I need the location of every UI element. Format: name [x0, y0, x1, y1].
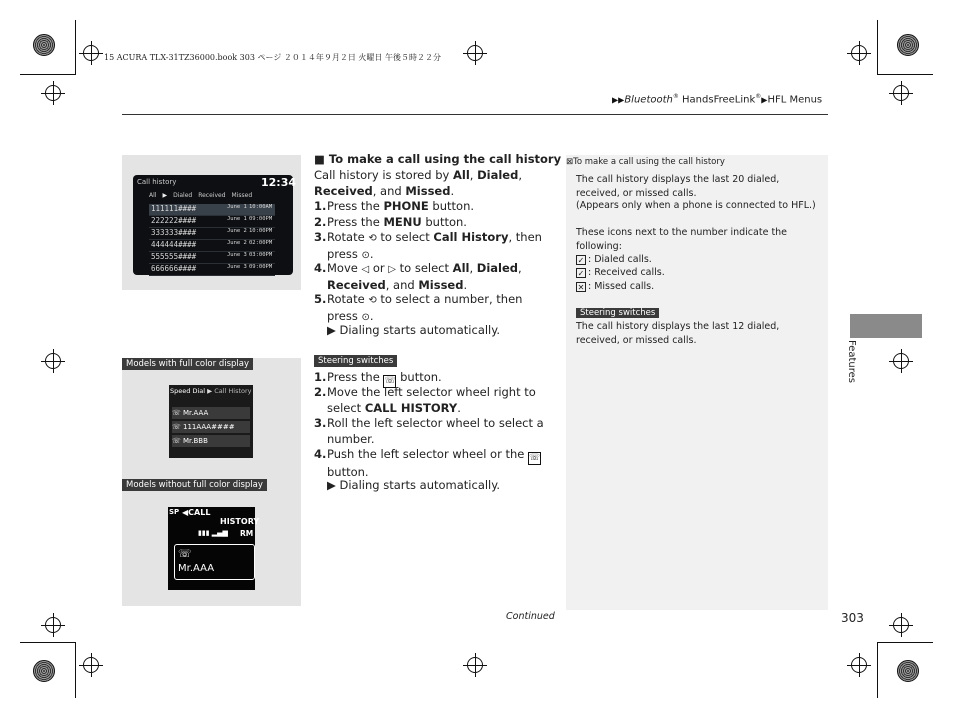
step-text: , and	[385, 277, 419, 292]
step-text: Roll the left selector wheel to select a number.	[327, 416, 544, 446]
step-number: 2.	[314, 385, 327, 399]
history-date: June 2	[227, 240, 247, 246]
sidebar-heading-text: To make a call using the call history	[573, 157, 725, 167]
registration-mark-icon	[83, 657, 99, 673]
history-row[interactable]	[149, 252, 275, 264]
intro-all: All	[452, 168, 470, 182]
step-text: .	[369, 246, 374, 261]
list-item-label: Mr.BBB	[182, 437, 208, 445]
missed-call-icon: ✕	[577, 283, 585, 292]
option-received: Received	[327, 277, 386, 292]
history-time: 03:00PM	[249, 252, 273, 258]
step-a1	[314, 199, 552, 215]
registration-disc-icon	[897, 660, 919, 682]
call-history-screen-figure	[122, 155, 301, 290]
sidebar-p3: These icons next to the number indicate the following:	[576, 227, 788, 252]
list-item[interactable]	[172, 421, 250, 433]
result-text: Dialing starts automatically.	[339, 323, 501, 337]
registration-disc-icon	[33, 34, 55, 56]
step-text: to select	[376, 230, 434, 244]
step-number: 2.	[314, 215, 327, 229]
intro-prefix: Call history is stored by	[314, 168, 453, 182]
history-time: 09:00PM	[249, 216, 273, 222]
dialed-call-icon: ✓	[577, 256, 585, 265]
intro-sep: ,	[518, 168, 522, 182]
full-color-label: Models with full color display	[122, 358, 253, 370]
step-text: Push the left selector wheel or the	[327, 447, 528, 461]
step-number: 3.	[314, 416, 327, 430]
sidebar-steering-label: Steering switches	[576, 308, 659, 318]
sidebar-notes	[566, 155, 828, 610]
step-text: Press the	[327, 215, 384, 229]
result-arrow-icon: ▶	[327, 323, 340, 337]
breadcrumb-bluetooth[interactable]: Bluetooth	[624, 94, 673, 106]
step-b-result	[327, 478, 565, 494]
call-history-caps-label: CALL HISTORY	[364, 400, 458, 415]
sidebar-heading	[566, 156, 725, 170]
intro-sep: , and	[372, 183, 406, 198]
crop-mark	[877, 20, 878, 75]
dialed-icon-legend	[576, 253, 652, 267]
history-number: 444444####	[151, 240, 197, 249]
history-number: 333333####	[151, 228, 197, 237]
call-history-title: Call history	[137, 178, 177, 186]
call-history-display	[133, 175, 297, 275]
step-text: .	[457, 400, 461, 415]
menu-button-label: MENU	[383, 215, 422, 229]
intro-end: .	[450, 183, 455, 198]
dialed-call-icon: ☏	[178, 547, 192, 560]
tab-arrow-icon: ▶	[207, 387, 215, 395]
step-text: Rotate	[327, 292, 369, 306]
tab-dialed[interactable]: Dialed	[173, 192, 193, 199]
history-date: June 1	[227, 216, 247, 222]
history-number: 111111####	[151, 204, 197, 213]
mono-name: Mr.AAA	[178, 563, 215, 574]
phone-pickup-icon: ☏	[384, 376, 396, 386]
option-missed: Missed	[418, 277, 464, 292]
heading-square-icon: ■	[314, 152, 329, 166]
tab-speed-dial[interactable]: Speed Dial	[170, 387, 206, 395]
breadcrumb-hfl[interactable]: HandsFreeLink	[678, 94, 756, 106]
list-item[interactable]	[172, 407, 250, 419]
history-number: 666666####	[151, 264, 197, 273]
phone-icon: ☏	[172, 409, 183, 417]
received-call-icon: ✓	[577, 269, 585, 278]
step-text: .	[369, 308, 374, 323]
step-b2	[314, 385, 552, 416]
breadcrumb	[612, 93, 822, 105]
legend-label: : Received calls.	[588, 267, 665, 278]
history-row[interactable]	[149, 228, 275, 240]
step-a5	[314, 292, 552, 325]
history-date: June 2	[227, 228, 247, 234]
step-text: ,	[518, 261, 522, 275]
crop-mark	[20, 74, 76, 75]
history-row[interactable]	[149, 216, 275, 228]
registration-mark-icon	[467, 45, 483, 61]
phone-icon: ☏	[172, 437, 183, 445]
crop-mark	[877, 642, 878, 698]
continued-label: Continued	[506, 611, 555, 622]
step-text: Move	[327, 261, 362, 275]
registration-mark-icon	[467, 657, 483, 673]
press-knob-icon: ⊙	[361, 311, 370, 323]
received-icon-legend	[576, 266, 665, 280]
history-date: June 1	[227, 204, 247, 210]
section-heading-text: To make a call using the call history	[328, 152, 562, 166]
step-number: 5.	[314, 292, 327, 306]
step-text: button.	[396, 370, 442, 384]
registration-mark-icon	[45, 353, 61, 369]
move-right-icon: ▷	[388, 264, 396, 275]
intro-received: Received	[314, 183, 373, 198]
section-tab	[850, 314, 922, 338]
back-arrow-icon: ◀	[182, 508, 189, 517]
step-text: Press the	[327, 199, 384, 213]
list-item-label: Mr.AAA	[182, 409, 209, 417]
mono-display-label: Models without full color display	[122, 479, 267, 491]
step-text: to select a number, then press	[327, 292, 523, 323]
list-item-label: 111AAA####	[182, 423, 235, 431]
print-line: 15 ACURA TLX-31TZ36000.book 303 ページ ２０１４年９月２日 火曜日 午後５時２２分	[104, 53, 441, 62]
crop-mark	[877, 74, 933, 75]
call-history-label: Call History	[433, 230, 509, 244]
history-time: 09:00PM	[249, 264, 273, 270]
step-b3	[314, 416, 552, 447]
registration-mark-icon	[45, 617, 61, 633]
sidebar-p2: (Appears only when a phone is connected to HFL.)	[576, 200, 816, 211]
registration-mark-icon	[45, 85, 61, 101]
step-text: Move the left selector wheel right to select	[327, 385, 536, 415]
tab-call-history[interactable]: Call History	[214, 387, 252, 395]
history-time: 02:00PM	[249, 240, 273, 246]
step-text: button.	[421, 215, 467, 229]
history-tabs	[149, 192, 289, 201]
history-row[interactable]	[149, 240, 275, 252]
registration-mark-icon	[893, 85, 909, 101]
registration-mark-icon	[893, 353, 909, 369]
full-color-display	[169, 385, 253, 458]
step-number: 3.	[314, 230, 327, 244]
mono-call	[182, 508, 210, 517]
crop-mark	[75, 20, 76, 75]
clock: 12:34	[261, 176, 297, 189]
phone-pickup-icon: ☏	[529, 453, 541, 463]
result-text: Dialing starts automatically.	[339, 478, 501, 492]
signal-battery-icon: ▮▮▮ ▂▄▆	[198, 529, 228, 537]
registered-mark: ®	[672, 93, 679, 100]
step-a3	[314, 230, 552, 263]
legend-label: : Missed calls.	[588, 281, 655, 292]
page-number: 303	[841, 611, 864, 625]
registered-mark: ®	[755, 93, 762, 100]
steering-switches-label: Steering switches	[314, 355, 397, 367]
side-tab-label: Features	[846, 340, 857, 383]
step-number: 4.	[314, 447, 327, 461]
step-text: , then press	[327, 230, 542, 261]
step-a-result	[327, 323, 565, 339]
tab-arrow-icon: ▶	[162, 192, 168, 199]
sidebar-p1: The call history displays the last 20 dialed, received, or missed calls.	[576, 174, 780, 199]
rotate-knob-icon: ⟲	[368, 295, 377, 306]
step-text: Rotate	[327, 230, 369, 244]
press-knob-icon: ⊙	[361, 249, 370, 261]
list-item[interactable]	[172, 435, 250, 447]
crop-mark	[75, 642, 76, 698]
legend-label: : Dialed calls.	[588, 254, 652, 265]
section-heading	[314, 152, 561, 168]
mono-sp: SP	[169, 508, 180, 516]
phone-icon: ☏	[172, 423, 183, 431]
intro-dialed: Dialed	[477, 168, 519, 182]
result-arrow-icon: ▶	[327, 478, 340, 492]
registration-disc-icon	[33, 660, 55, 682]
step-text: button.	[327, 465, 369, 479]
intro-sep: ,	[469, 168, 478, 182]
mono-selection-box[interactable]	[174, 544, 255, 580]
step-a2	[314, 215, 552, 231]
history-number: 222222####	[151, 216, 197, 225]
registration-mark-icon	[83, 45, 99, 61]
step-text: ,	[469, 261, 477, 275]
tab-missed[interactable]: Missed	[231, 192, 253, 199]
step-a4	[314, 261, 552, 293]
step-text: or	[369, 261, 389, 275]
history-row[interactable]	[149, 204, 275, 216]
steering-screens-figure	[122, 358, 301, 606]
option-dialed: Dialed	[476, 261, 519, 275]
registration-mark-icon	[893, 617, 909, 633]
phone-button-label: PHONE	[383, 199, 429, 213]
missed-icon-legend	[576, 280, 654, 294]
crop-mark	[20, 642, 76, 643]
mono-display	[168, 507, 260, 590]
option-all: All	[452, 261, 470, 275]
step-number: 4.	[314, 261, 327, 275]
step-number: 1.	[314, 199, 327, 213]
history-date: June 3	[227, 264, 247, 270]
step-text: to select	[395, 261, 453, 275]
history-time: 10:00PM	[249, 228, 273, 234]
registration-disc-icon	[897, 34, 919, 56]
breadcrumb-arrow-icon: ▶▶	[612, 95, 625, 105]
sidebar-p4: The call history displays the last 12 dialed, received, or missed calls.	[576, 321, 780, 346]
full-color-tabs	[170, 387, 252, 395]
tab-received[interactable]: Received	[198, 192, 226, 199]
tab-all[interactable]: All	[149, 192, 157, 199]
header-rule	[122, 114, 828, 115]
step-text: .	[463, 277, 468, 292]
step-text: button.	[428, 199, 475, 213]
crop-mark	[877, 642, 933, 643]
history-row[interactable]	[149, 264, 275, 276]
history-date: June 3	[227, 252, 247, 258]
mono-call-label: CALL	[188, 508, 211, 517]
history-number: 555555####	[151, 252, 197, 261]
step-number: 1.	[314, 370, 327, 384]
step-b4	[314, 447, 552, 481]
step-text: Press the	[327, 370, 384, 384]
breadcrumb-hfl-menus[interactable]: HFL Menus	[767, 94, 823, 106]
mono-status: RM	[240, 529, 254, 538]
move-left-icon: ◁	[361, 264, 370, 275]
mono-history: HISTORY	[220, 517, 260, 526]
rotate-knob-icon: ⟲	[368, 233, 377, 244]
breadcrumb-arrow-icon: ▶	[761, 95, 768, 105]
registration-mark-icon	[851, 45, 867, 61]
registration-mark-icon	[851, 657, 867, 673]
sidebar-arrow-icon: ⊠	[566, 157, 574, 167]
history-time: 10:00AM	[249, 204, 273, 210]
intro-text	[314, 168, 554, 199]
intro-missed: Missed	[405, 183, 451, 198]
